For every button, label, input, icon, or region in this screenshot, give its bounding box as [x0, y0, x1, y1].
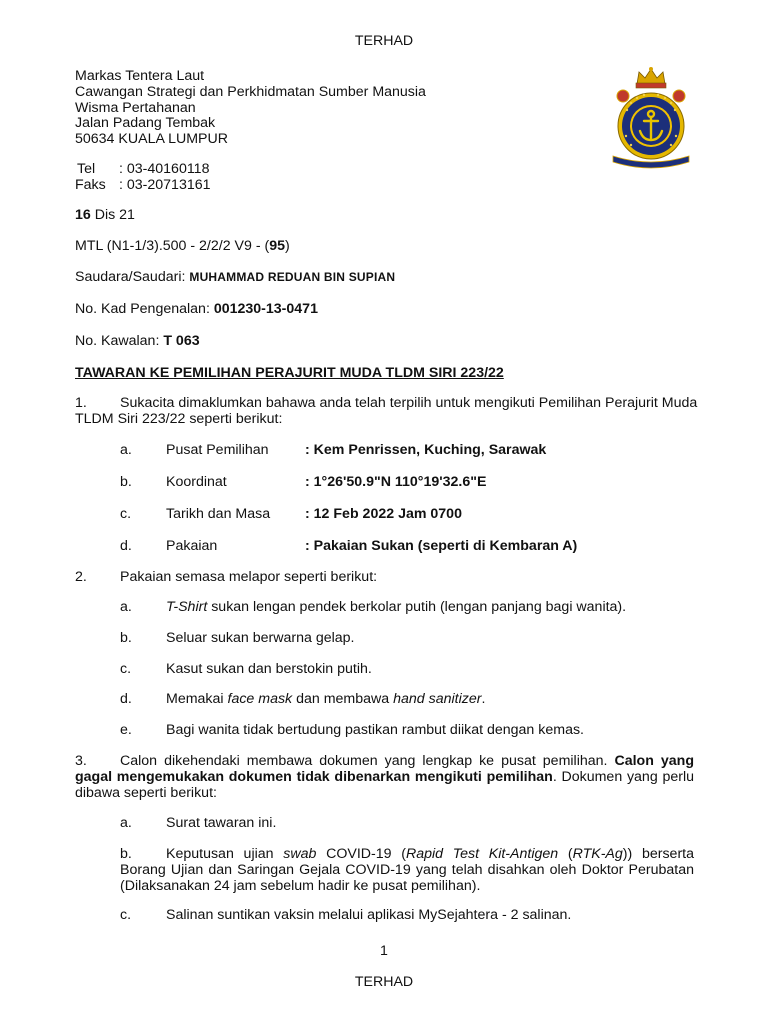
para1-line1: Sukacita dimaklumkan bahawa anda telah terpilih untuk mengikuti Pemilihan Perajurit Muda	[120, 395, 698, 411]
subject-title: TAWARAN KE PEMILIHAN PERAJURIT MUDA TLDM SIRI 223/22	[75, 365, 504, 381]
para2-e-letter: e.	[120, 722, 132, 738]
para2-a-text: T-Shirt sukan lengan pendek berkolar putih (lengan panjang bagi wanita).	[166, 599, 627, 615]
para3-b-text: b. Keputusan ujian swab COVID-19 (Rapid Test Kit-Antigen (RTK-Ag)) berserta Borang Ujian dan Saringan Gejala COVID-19 yang telah disahkan oleh Doktor Perubatan (Dilaksanakan 24 jam sebelum hadir ke pusat pemilihan).	[120, 846, 695, 894]
para2-number: 2.	[75, 569, 87, 585]
detail-letter: b.	[120, 474, 132, 490]
para2-b-letter: b.	[120, 630, 132, 646]
reference-prefix: MTL (N1-1/3).500 - 2/2/2 V9 - (	[75, 238, 270, 254]
para3-c-text: Salinan suntikan vaksin melalui aplikasi MySejahtera - 2 salinan.	[166, 907, 572, 923]
detail-value: : 1°26'50.9"N 110°19'32.6"E	[305, 474, 487, 490]
detail-label: Koordinat	[166, 474, 227, 490]
control-label: No. Kawalan:	[75, 333, 164, 349]
para2-d-letter: d.	[120, 691, 132, 707]
tel-value: : 03-40160118	[119, 161, 210, 177]
para3-a-text: Surat tawaran ini.	[166, 815, 277, 831]
para2-c-text: Kasut sukan dan berstokin putih.	[166, 661, 372, 677]
date-rest: Dis 21	[90, 207, 135, 223]
para2-c-letter: c.	[120, 661, 132, 677]
fax-label: Faks	[75, 177, 106, 193]
para2-e-text: Bagi wanita tidak bertudung pastikan rambut diikat dengan kemas.	[166, 722, 584, 738]
para2-b-text: Seluar sukan berwarna gelap.	[166, 630, 355, 646]
crown-icon	[636, 67, 666, 88]
para3-a-letter: a.	[120, 815, 132, 831]
address-line: 50634 KUALA LUMPUR	[75, 131, 228, 147]
addressee-name: MUHAMMAD REDUAN BIN SUPIAN	[189, 270, 396, 284]
para2-d-text: Memakai face mask dan membawa hand sanitizer.	[166, 691, 486, 707]
detail-label: Pusat Pemilihan	[166, 442, 269, 458]
para3-text: 3. Calon dikehendaki membawa dokumen yang lengkap ke pusat pemilihan. Calon yang gagal mengemukakan dokumen tidak dibenarkan mengikuti pemilihan. Dokumen yang perlu dibawa seperti berikut:	[75, 753, 694, 801]
detail-value: : Pakaian Sukan (seperti di Kembaran A)	[305, 538, 578, 554]
detail-letter: d.	[120, 538, 132, 554]
ic-value: 001230-13-0471	[213, 301, 318, 317]
control-line	[75, 333, 200, 349]
date-day: 16	[75, 207, 91, 223]
address-line: Jalan Padang Tembak	[75, 115, 216, 131]
para3-c-letter: c.	[120, 907, 132, 923]
para1-line2: TLDM Siri 223/22 seperti berikut:	[75, 411, 283, 427]
address-line: Cawangan Strategi dan Perkhidmatan Sumber Manusia	[75, 84, 426, 100]
addressee-label: Saudara/Saudari:	[75, 269, 190, 285]
addressee-line	[75, 269, 395, 285]
classification-header: TERHAD	[354, 33, 414, 49]
detail-letter: a.	[120, 442, 132, 458]
letter-date	[75, 207, 135, 223]
para1-number: 1.	[75, 395, 87, 411]
reference-sequence: 95	[269, 238, 286, 254]
reference-suffix: )	[285, 238, 290, 254]
classification-footer: TERHAD	[354, 974, 414, 990]
ic-line	[75, 301, 318, 317]
fax-value: : 03-20713161	[119, 177, 211, 193]
tel-label: Tel	[77, 161, 96, 177]
para2-a-letter: a.	[120, 599, 132, 615]
detail-label: Pakaian	[166, 538, 218, 554]
page-number: 1	[380, 943, 388, 959]
detail-value: : 12 Feb 2022 Jam 0700	[305, 506, 462, 522]
detail-letter: c.	[120, 506, 132, 522]
address-line: Markas Tentera Laut	[75, 68, 205, 84]
reference-number	[75, 238, 290, 254]
detail-label: Tarikh dan Masa	[166, 506, 271, 522]
control-value: T 063	[163, 333, 200, 349]
para2-intro: Pakaian semasa melapor seperti berikut:	[120, 569, 378, 585]
address-line: Wisma Pertahanan	[75, 100, 196, 116]
ic-label: No. Kad Pengenalan:	[75, 301, 214, 317]
navy-crest-logo	[609, 66, 693, 170]
detail-value: : Kem Penrissen, Kuching, Sarawak	[305, 442, 547, 458]
